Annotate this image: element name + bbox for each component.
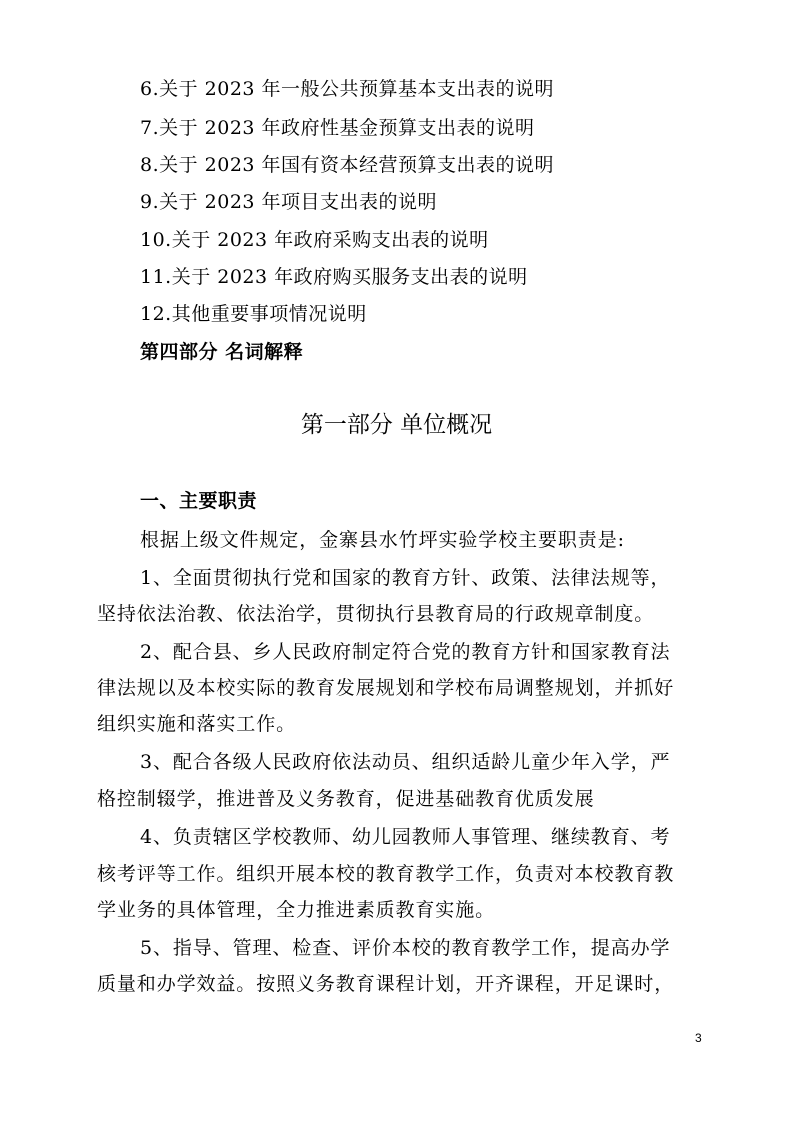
- duty-5-line-2: 质量和办学效益。按照义务教育课程计划，开齐课程，开足课时，: [97, 973, 675, 995]
- duty-1-line-2: 坚持依法治教、依法治学，贯彻执行县教育局的行政规章制度。: [97, 603, 655, 625]
- section-heading-duties: 一、主要职责: [140, 490, 258, 512]
- toc-item-7: 7.关于 2023 年政府性基金预算支出表的说明: [140, 117, 535, 139]
- toc-item-11: 11.关于 2023 年政府购买服务支出表的说明: [140, 266, 528, 288]
- duty-5-line-1: 5、指导、管理、检查、评价本校的教育教学工作，提高办学: [140, 937, 671, 959]
- toc-item-8: 8.关于 2023 年国有资本经营预算支出表的说明: [140, 154, 555, 176]
- page-number: 3: [695, 1031, 702, 1045]
- part1-title: 第一部分 单位概况: [300, 412, 493, 438]
- duty-2-line-2: 律法规以及本校实际的教育发展规划和学校布局调整规划，并抓好: [97, 677, 675, 699]
- duty-4-line-2: 核考评等工作。组织开展本校的教育教学工作，负责对本校教育教: [97, 863, 675, 885]
- toc-item-10: 10.关于 2023 年政府采购支出表的说明: [140, 229, 489, 251]
- duty-4-line-3: 学业务的具体管理，全力推进素质教育实施。: [97, 899, 496, 921]
- toc-item-6: 6.关于 2023 年一般公共预算基本支出表的说明: [140, 78, 555, 100]
- duty-3-line-1: 3、配合各级人民政府依法动员、组织适龄儿童少年入学，严: [140, 751, 671, 773]
- duty-4-line-1: 4、负责辖区学校教师、幼儿园教师人事管理、继续教育、考: [140, 826, 671, 848]
- toc-part4-heading: 第四部分 名词解释: [140, 341, 304, 363]
- intro-paragraph: 根据上级文件规定，金寨县水竹坪实验学校主要职责是:: [140, 529, 625, 551]
- duty-2-line-1: 2、配合县、乡人民政府制定符合党的教育方针和国家教育法: [140, 641, 671, 663]
- duty-3-line-2: 格控制辍学，推进普及义务教育，促进基础教育优质发展: [97, 788, 595, 810]
- toc-item-12: 12.其他重要事项情况说明: [140, 303, 367, 325]
- toc-item-9: 9.关于 2023 年项目支出表的说明: [140, 191, 438, 213]
- duty-1-line-1: 1、全面贯彻执行党和国家的教育方针、政策、法律法规等，: [140, 567, 671, 589]
- duty-2-line-3: 组织实施和落实工作。: [97, 713, 297, 735]
